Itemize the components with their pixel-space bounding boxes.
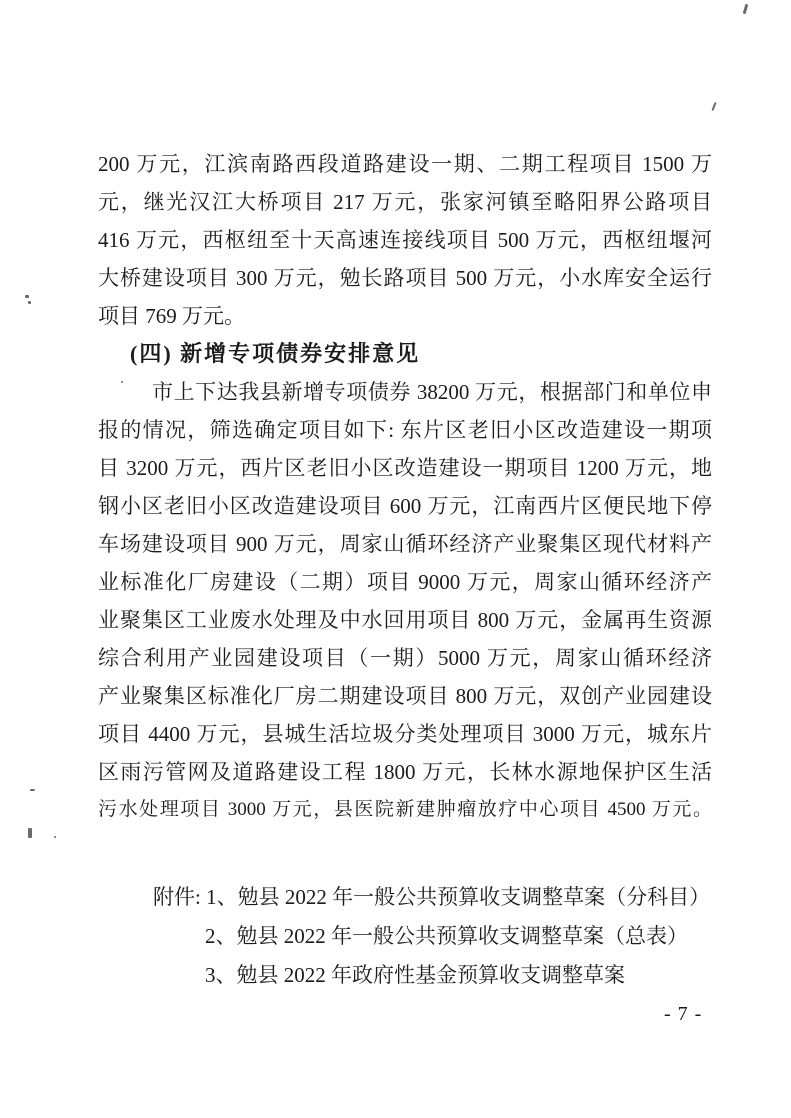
body-line: 区雨污管网及道路建设工程 1800 万元，长林水源地保护区生活: [98, 760, 712, 784]
body-line: 钢小区老旧小区改造建设项目 600 万元，江南西片区便民地下停: [98, 494, 712, 518]
body-line: 项目 4400 万元，县城生活垃圾分类处理项目 3000 万元，城东片: [98, 722, 712, 746]
scan-speck: [28, 301, 31, 304]
page-number: - 7 -: [664, 1003, 703, 1025]
body-line: 市上下达我县新增专项债券 38200 万元，根据部门和单位申: [152, 380, 712, 404]
scan-speck: [25, 295, 29, 298]
body-line: 车场建设项目 900 万元，周家山循环经济产业聚集区现代材料产: [98, 532, 712, 556]
scan-speck: [711, 102, 716, 111]
attachment-line: 附件: 1、勉县 2022 年一般公共预算收支调整草案（分科目）: [153, 885, 711, 909]
body-line: 综合利用产业园建设项目（一期）5000 万元，周家山循环经济: [98, 646, 712, 670]
body-line: 目 3200 万元，西片区老旧小区改造建设一期项目 1200 万元，地: [98, 456, 712, 480]
scan-speck: [28, 828, 32, 838]
document-text-block: [98, 145, 712, 995]
body-line: 416 万元，西枢纽至十天高速连接线项目 500 万元，西枢纽堰河: [98, 228, 712, 252]
body-line: 报的情况，筛选确定项目如下: 东片区老旧小区改造建设一期项: [98, 418, 712, 442]
paragraph-debt-projects-continuation: [98, 145, 712, 335]
body-line: 项目 769 万元。: [98, 304, 245, 328]
body-line: 大桥建设项目 300 万元，勉长路项目 500 万元，小水库安全运行: [98, 266, 712, 290]
body-line: 业聚集区工业废水处理及中水回用项目 800 万元，金属再生资源: [98, 608, 712, 632]
paragraph-new-special-bonds: [98, 373, 712, 829]
body-line: 200 万元，江滨南路西段道路建设一期、二期工程项目 1500 万: [98, 152, 712, 176]
body-line: 元，继光汉江大桥项目 217 万元，张家河镇至略阳界公路项目: [98, 190, 712, 214]
body-line: 污水处理项目 3000 万元，县医院新建肿瘤放疗中心项目 4500 万元。: [98, 799, 712, 820]
scan-speck: [30, 789, 35, 791]
scan-speck: [54, 836, 56, 838]
section-heading: (四) 新增专项债券安排意见: [130, 341, 421, 366]
body-line: 产业聚集区标准化厂房二期建设项目 800 万元，双创产业园建设: [98, 684, 712, 708]
attachments-block: [98, 878, 712, 995]
scan-speck: [743, 4, 749, 14]
attachment-line: 3、勉县 2022 年政府性基金预算收支调整草案: [205, 963, 625, 987]
attachment-line: 2、勉县 2022 年一般公共预算收支调整草案（总表）: [205, 924, 688, 948]
body-line: 业标准化厂房建设（二期）项目 9000 万元，周家山循环经济产: [98, 570, 712, 594]
